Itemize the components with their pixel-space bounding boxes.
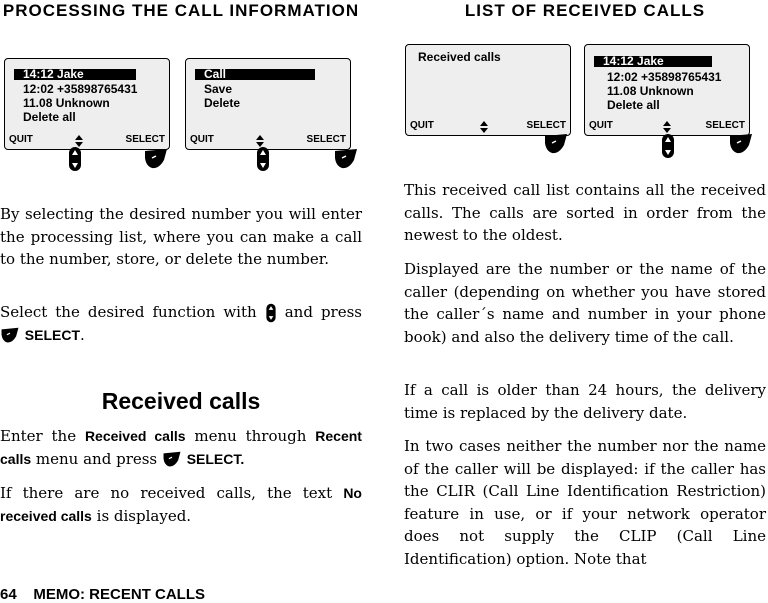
select-key-icon <box>162 451 182 468</box>
highlighted-entry: 14:12 Jake <box>14 69 136 80</box>
left-heading: PROCESSING THE CALL INFORMATION <box>2 1 360 20</box>
paragraph: Displayed are the number or the name of the caller (depending on whether you have stored the caller´s name and number in your phone book) and also the delivery time of the call. <box>404 260 766 346</box>
page-footer <box>0 586 205 603</box>
paragraph: This received call list contains all the received calls. The calls are sorted in order from the newest to the oldest. <box>404 181 766 244</box>
select-softkey-label: SELECT <box>705 120 745 131</box>
paragraph: Select the desired function with and press SELECT. <box>0 303 362 344</box>
scroll-key-icon[interactable] <box>661 133 675 159</box>
quit-softkey-label: QUIT <box>589 120 613 131</box>
section-heading: Received calls <box>101 388 261 414</box>
list-item: 12:02 +35898765431 <box>607 70 722 84</box>
page-number: 64 <box>0 586 17 603</box>
scroll-key-icon[interactable] <box>256 146 270 172</box>
right-heading: LIST OF RECEIVED CALLS <box>464 1 706 20</box>
list-item: 11.08 Unknown <box>23 96 110 110</box>
scroll-key-icon[interactable] <box>68 146 82 172</box>
quit-softkey-label: QUIT <box>410 120 434 131</box>
select-key-icon[interactable] <box>543 133 569 155</box>
highlighted-entry: Call <box>195 69 315 80</box>
paragraph: If there are no received calls, the text No received calls is displayed. <box>0 484 362 525</box>
select-key-icon <box>0 327 20 344</box>
menu-item-delete: Delete <box>204 96 241 110</box>
select-softkey-label: SELECT <box>526 120 566 131</box>
paragraph: In two cases neither the number nor the name of the caller will be displayed: if the caller has the CLIR (Call Line Identification Restriction) feature in use, or if your network operator does not supply the CLIP (Call Line Identification) option. Note that <box>404 437 766 568</box>
footer-section: MEMO: RECENT CALLS <box>33 586 206 603</box>
list-item: Delete all <box>607 98 660 112</box>
scroll-arrows-icon <box>480 121 488 133</box>
screen-received-call-list <box>584 44 750 136</box>
quit-softkey-label: QUIT <box>9 134 33 145</box>
highlighted-entry: 14:12 Jake <box>594 56 712 67</box>
list-item: 11.08 Unknown <box>607 84 694 98</box>
select-softkey-label: SELECT <box>306 134 346 145</box>
list-item: 12:02 +35898765431 <box>23 82 138 96</box>
scroll-arrows-icon <box>663 121 671 133</box>
paragraph: If a call is older than 24 hours, the delivery time is replaced by the delivery date. <box>404 381 766 422</box>
paragraph: Enter the Received calls menu through Recent calls menu and press SELECT. <box>0 427 362 468</box>
screen-title: Received calls <box>418 50 501 64</box>
select-key-icon[interactable] <box>143 148 169 170</box>
screen-received-calls-menu <box>405 44 571 136</box>
list-item: Delete all <box>23 110 76 124</box>
select-key-icon[interactable] <box>333 148 359 170</box>
select-softkey-label: SELECT <box>125 134 165 145</box>
paragraph: By selecting the desired number you will enter the processing list, where you can make a call to the number, store, or delete the number. <box>0 205 362 268</box>
screen-recent-call-list <box>4 58 170 150</box>
select-key-icon[interactable] <box>728 133 754 155</box>
scroll-key-icon <box>265 303 277 323</box>
quit-softkey-label: QUIT <box>190 134 214 145</box>
menu-item-save: Save <box>204 82 233 96</box>
screen-processing-menu <box>185 58 351 150</box>
